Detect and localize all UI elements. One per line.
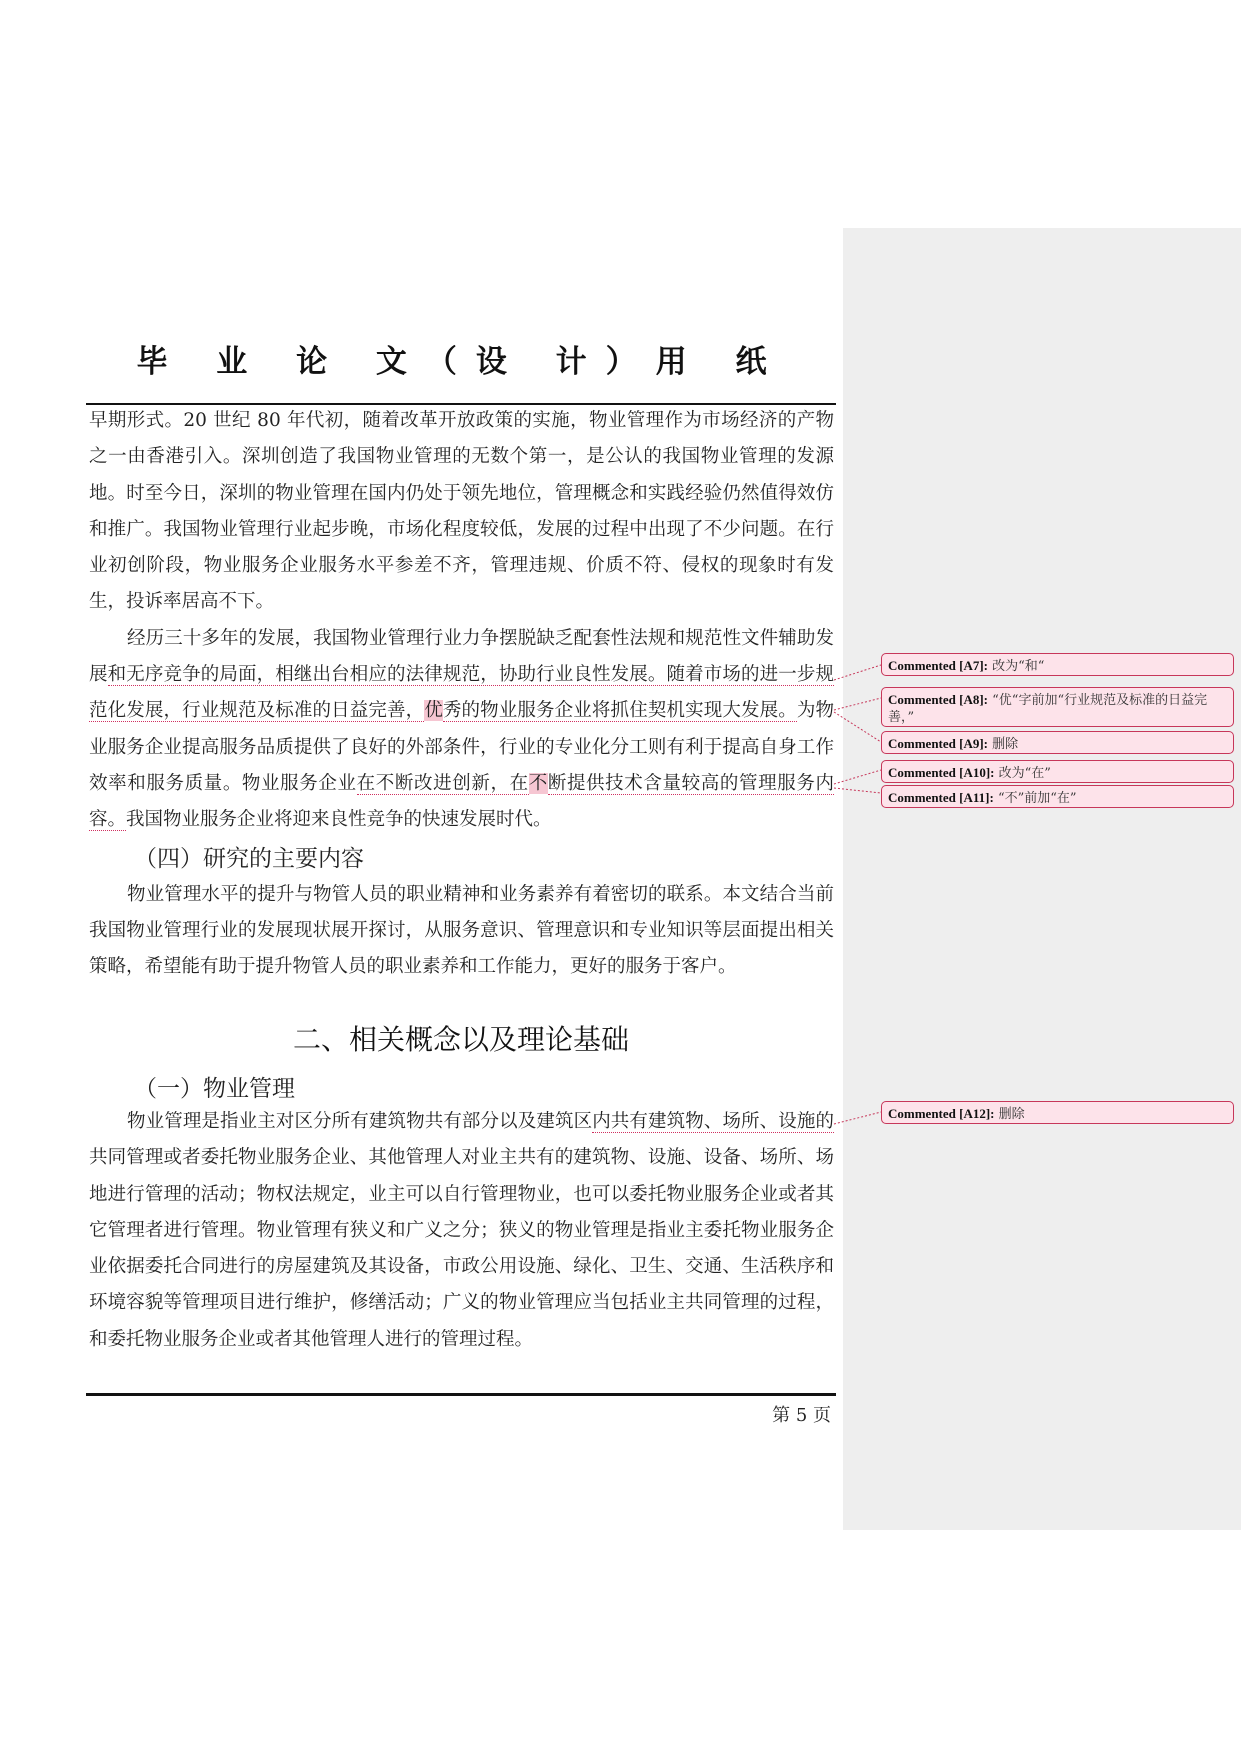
comment-label: Commented [A8]: (888, 692, 989, 707)
comment-label: Commented [A10]: (888, 765, 995, 780)
comment-card[interactable] (881, 731, 1234, 754)
text-run: 我国物业服务企业将迎来良性竞争的快速发展时代。 (126, 809, 552, 831)
comment-pane (843, 228, 1241, 1530)
commented-text-a12[interactable]: 内共有建筑物、场所、设施的 (592, 1111, 834, 1132)
commented-text-a10[interactable]: 在不断改进创新，在 (356, 772, 529, 794)
comment-text: 改为“在” (998, 766, 1051, 781)
comment-label: Commented [A12]: (888, 1106, 995, 1121)
commented-text-a9[interactable]: 秀的物业服务企业将抓住契机实现大发展。 (442, 700, 797, 722)
page-number: 第 5 页 (772, 1405, 831, 1426)
text-run: 经历三十多年的发展，我国物业管理行业力争摆脱缺乏配套性法规和规范性文件辅助发展 (89, 627, 834, 686)
comment-label: Commented [A7]: (888, 658, 989, 673)
comment-text: “优“字前加“行业规范及标准的日益完善，” (888, 693, 1208, 725)
comment-text: 删除 (998, 1107, 1025, 1122)
comment-card[interactable] (881, 653, 1234, 676)
paragraph[interactable] (89, 1104, 834, 1358)
body-text-block (89, 403, 834, 986)
comment-text: “不”前加“在” (997, 791, 1077, 806)
text-run: 为物业服务企业提高服务品质提供了良好的外部条件，行业的专业化分工则有利于提高自身工作效率和服务质量。物业服务企业 (89, 700, 834, 794)
paragraph[interactable]: 物业管理水平的提升与物管人员的职业精神和业务素养有着密切的联系。本文结合当前我国物业管理行业的发展现状展开探讨，从服务意识、管理意识和专业知识等层面提出相关策略，希望能有助于提升物管人员的职业素养和工作能力，更好的服务于客户。 (89, 883, 834, 978)
commented-text-a11[interactable]: 不 (528, 772, 548, 794)
comment-card[interactable] (881, 1101, 1234, 1124)
comment-card[interactable] (881, 760, 1234, 783)
comment-label: Commented [A9]: (888, 736, 989, 751)
body-text-block (89, 1104, 834, 1358)
section-heading: （四）研究的主要内容 (134, 845, 364, 872)
section-heading: （一）物业管理 (134, 1076, 295, 1102)
comment-text: 改为“和“ (992, 659, 1045, 674)
comment-label: Commented [A11]: (888, 790, 994, 805)
comment-card[interactable] (881, 785, 1234, 808)
text-run: 共同管理或者委托物业服务企业、其他管理人对业主共有的建筑物、设施、设备、场所、场地进行管理的活动；物权法规定，业主可以自行管理物业，也可以委托物业服务企业或者其它管理者进行管理。物业管理有狭义和广义之分；狭义的物业管理是指业主委托物业服务企业依据委托合同进行的房屋建筑及其设备，市政公用设施、绿化、卫生、交通、生活秩序和环境容貌等管理项目进行维护，修缮活动；广义的物业管理应当包括业主共同管理的过程，和委托物业服务企业或者其他管理人进行的管理过程。 (89, 1147, 834, 1350)
paragraph[interactable] (89, 621, 834, 839)
text-run: 物业管理是指业主对区分所有建筑物共有部分以及建筑区 (127, 1111, 593, 1132)
paragraph[interactable]: 早期形式。20 世纪 80 年代初，随着改革开放政策的实施，物业管理作为市场经济的产物之一由香港引入。深圳创造了我国物业管理的无数个第一，是公认的我国物业管理的发源地。时至今日，深圳的物业管理在国内仍处于领先地位，管理概念和实践经验仍然值得效仿和推广。我国物业管理行业起步晚，市场化程度较低，发展的过程中出现了不少问题。在行业初创阶段，物业服务企业服务水平参差不齐，管理违规、价质不符、侵权的现象时有发生，投诉率居高不下。 (89, 410, 834, 613)
commented-text-a7[interactable]: 和无序竞争的局面，相继出台相应的法律规范，协助行业良性发展。随着市场的进一步规范化发展，行业规范及标准的日益完善， (89, 664, 834, 722)
commented-text-a11-tail[interactable]: 断提供技术含量较高的管理服务内容。 (89, 772, 834, 831)
chapter-heading: 二、相关概念以及理论基础 (292, 1023, 629, 1056)
comment-text: 删除 (992, 737, 1019, 752)
commented-text-a8[interactable]: 优 (424, 700, 443, 722)
comment-card[interactable] (881, 687, 1234, 727)
footer-rule (86, 1393, 836, 1396)
page-header-title: 毕 业 论 文（设 计）用 纸 (136, 344, 786, 380)
